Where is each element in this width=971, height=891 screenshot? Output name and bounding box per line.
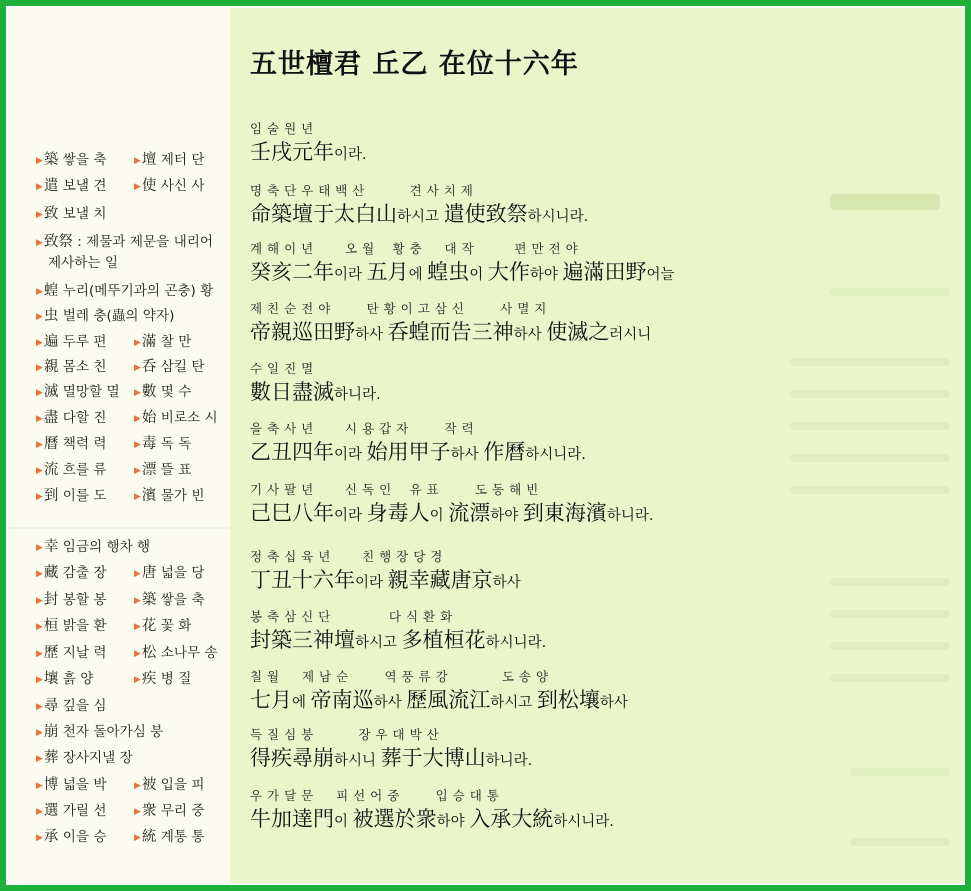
bullet-triangle-icon: ▶	[36, 569, 43, 579]
glossary-meaning: 봉할 봉	[58, 592, 107, 608]
hanja-phrase: 到東海濱	[522, 501, 607, 525]
classical-sentence	[250, 258, 675, 289]
glossary-item	[134, 435, 191, 454]
bullet-triangle-icon: ▶	[36, 781, 43, 791]
hangul-particle: 이라	[334, 447, 367, 463]
glossary-item	[48, 254, 118, 272]
glossary-hanja: 數	[141, 384, 157, 400]
glossary-item	[36, 564, 106, 583]
hangul-particle: 하시고	[490, 695, 537, 711]
hangul-reading: 봉 축 삼 신 단 다 식 환 화	[250, 609, 453, 624]
hangul-particle: 하야	[436, 814, 470, 830]
glossary-item	[134, 487, 204, 506]
text-entry	[250, 182, 588, 231]
glossary-item	[36, 828, 106, 847]
bullet-triangle-icon: ▶	[134, 807, 141, 817]
hangul-particle: 하시니라.	[527, 209, 589, 225]
bullet-triangle-icon: ▶	[134, 675, 141, 685]
glossary-hanja: 滅	[43, 384, 59, 400]
bullet-triangle-icon: ▶	[134, 414, 141, 424]
classical-sentence	[250, 499, 654, 530]
glossary-hanja: 桓	[43, 618, 59, 634]
hangul-particle: 하사	[599, 695, 628, 711]
bullet-triangle-icon: ▶	[36, 622, 43, 632]
hanja-phrase: 流漂	[448, 501, 491, 525]
hanja-phrase: 使滅之	[546, 320, 610, 344]
bullet-triangle-icon: ▶	[134, 338, 141, 348]
hangul-reading: 기 사 팔 년 신 독 인 유 표 도 동 해 빈	[250, 482, 539, 497]
hangul-particle: 하사	[513, 327, 547, 343]
classical-sentence	[250, 626, 546, 657]
glossary-meaning: 장사지낼 장	[58, 750, 133, 766]
glossary-hanja: 到	[43, 488, 59, 504]
main-text-panel	[230, 8, 963, 883]
glossary-hanja: 唐	[141, 565, 157, 581]
bullet-triangle-icon: ▶	[134, 622, 141, 632]
glossary-item	[36, 307, 174, 326]
classical-sentence	[250, 138, 367, 169]
hanja-phrase: 到松壤	[536, 688, 600, 712]
hangul-particle: 에	[292, 695, 311, 711]
glossary-divider	[8, 527, 230, 529]
glossary-hanja: 致祭	[43, 234, 73, 250]
glossary-meaning: 멸망할 멸	[58, 384, 120, 400]
glossary-meaning: 가릴 선	[58, 803, 107, 819]
hanja-phrase: 壬戌元年	[250, 140, 334, 164]
hanja-phrase: 帝南巡	[310, 688, 374, 712]
bullet-triangle-icon: ▶	[36, 807, 43, 817]
glossary-meaning: 사신 사	[156, 178, 205, 194]
glossary-hanja: 遍	[43, 334, 59, 350]
glossary-meaning: 흐를 류	[58, 462, 107, 478]
glossary-hanja: 流	[43, 462, 59, 478]
hangul-particle: 에	[408, 267, 428, 283]
glossary-hanja: 壤	[43, 671, 59, 687]
glossary-meaning: 몸소 친	[58, 359, 107, 375]
hangul-particle: 하사	[355, 327, 388, 343]
bullet-triangle-icon: ▶	[36, 440, 43, 450]
bullet-triangle-icon: ▶	[36, 210, 43, 220]
glossary-hanja: 築	[141, 592, 157, 608]
glossary-item	[134, 564, 204, 583]
bullet-triangle-icon: ▶	[36, 156, 43, 166]
hanja-phrase: 丁丑十六年	[250, 568, 355, 592]
bullet-triangle-icon: ▶	[36, 728, 43, 738]
page-title: 五世檀君 丘乙 在位十六年	[250, 49, 579, 80]
bullet-triangle-icon: ▶	[36, 287, 43, 297]
hangul-reading: 정 축 십 육 년 친 행 장 당 경	[250, 549, 443, 564]
hanja-phrase: 呑蝗而告三神	[387, 320, 514, 344]
bullet-triangle-icon: ▶	[36, 238, 43, 248]
classical-sentence	[250, 744, 532, 775]
glossary-hanja: 統	[141, 829, 157, 845]
hangul-reading: 을 축 사 년 시 용 갑 자 작 력	[250, 421, 475, 436]
hangul-particle: 이	[429, 508, 449, 524]
hanja-phrase: 帝親巡田野	[250, 320, 355, 344]
glossary-meaning: 물가 빈	[156, 488, 205, 504]
glossary-hanja: 毒	[141, 436, 157, 452]
text-entry	[250, 608, 546, 657]
text-entry	[250, 481, 654, 530]
glossary-meaning: 쌓을 축	[156, 592, 205, 608]
glossary-item	[36, 617, 106, 636]
hanja-phrase: 歷風流江	[406, 688, 491, 712]
hangul-particle: 하시니라.	[525, 447, 586, 463]
glossary-meaning: 누리(메뚜기과의 곤충) 황	[58, 283, 214, 299]
classical-sentence	[250, 805, 614, 836]
text-entry	[250, 548, 521, 597]
glossary-meaning: 독 독	[156, 436, 192, 452]
glossary-meaning: 감출 장	[58, 565, 107, 581]
bullet-triangle-icon: ▶	[134, 569, 141, 579]
hangul-particle: 하사	[373, 695, 407, 711]
glossary-item	[36, 697, 106, 716]
glossary-meaning: 보낼 치	[58, 206, 107, 222]
hangul-reading: 우 가 달 문 피 선 어 중 입 승 대 통	[250, 788, 500, 803]
hangul-particle: 하시니라.	[553, 814, 614, 830]
glossary-hanja: 承	[43, 829, 59, 845]
glossary-hanja: 尋	[43, 698, 59, 714]
glossary-hanja: 致	[43, 206, 59, 222]
glossary-item	[36, 333, 106, 352]
hanja-phrase: 蝗虫	[427, 260, 470, 284]
hanja-phrase: 牛加達門	[250, 807, 334, 831]
hanja-phrase: 乙丑四年	[250, 440, 334, 464]
bullet-triangle-icon: ▶	[36, 649, 43, 659]
glossary-hanja: 漂	[141, 462, 157, 478]
classical-sentence	[250, 438, 586, 469]
classical-sentence	[250, 686, 628, 717]
glossary-item	[36, 383, 120, 402]
bullet-triangle-icon: ▶	[36, 754, 43, 764]
hangul-particle: 이라	[355, 575, 388, 591]
glossary-meaning: 삼킬 탄	[156, 359, 205, 375]
glossary-hanja: 使	[141, 178, 157, 194]
hangul-particle: 어늘	[646, 267, 675, 283]
hanja-phrase: 入承大統	[469, 807, 554, 831]
glossary-meaning: 임금의 행차 행	[58, 539, 151, 555]
hanja-phrase: 親幸藏唐京	[387, 568, 493, 592]
glossary-meaning: 천자 돌아가심 붕	[58, 724, 164, 740]
glossary-meaning: 밝을 환	[58, 618, 107, 634]
hanja-phrase: 被選於衆	[352, 807, 437, 831]
hangul-reading: 칠 월 제 남 순 역 풍 류 강 도 송 양	[250, 669, 549, 684]
glossary-hanja: 崩	[43, 724, 59, 740]
glossary-meaning: 다할 진	[58, 410, 107, 426]
glossary-hanja: 被	[141, 777, 157, 793]
glossary-meaning: 벌레 충(蟲의 약자)	[58, 308, 175, 324]
glossary-item	[134, 617, 191, 636]
glossary-meaning: 입을 피	[156, 777, 205, 793]
bullet-triangle-icon: ▶	[36, 414, 43, 424]
text-entry	[250, 120, 367, 169]
glossary-meaning: 몇 수	[156, 384, 192, 400]
glossary-meaning: 두루 편	[58, 334, 107, 350]
glossary-item	[36, 776, 106, 795]
glossary-hanja: 疾	[141, 671, 157, 687]
hanja-phrase: 五月	[366, 260, 409, 284]
hanja-phrase: 葬于大博山	[380, 746, 486, 770]
glossary-item	[36, 644, 106, 663]
glossary-item	[36, 670, 93, 689]
glossary-hanja: 呑	[141, 359, 157, 375]
glossary-item	[36, 177, 106, 196]
glossary-meaning: 이을 승	[58, 829, 107, 845]
glossary-meaning: 이를 도	[58, 488, 107, 504]
hanja-phrase: 大作	[487, 260, 530, 284]
glossary-item	[36, 282, 213, 301]
glossary-meaning: 찰 만	[156, 334, 192, 350]
bullet-triangle-icon: ▶	[36, 466, 43, 476]
glossary-hanja: 遣	[43, 178, 59, 194]
text-entry	[250, 360, 381, 409]
glossary-meaning: 비로소 시	[156, 410, 218, 426]
glossary-hanja: 花	[141, 618, 157, 634]
glossary-item	[134, 828, 204, 847]
bullet-triangle-icon: ▶	[36, 596, 43, 606]
hangul-particle: 하시니	[334, 753, 381, 769]
hanja-phrase: 封築三神壇	[250, 628, 355, 652]
hanja-phrase: 多植桓花	[401, 628, 486, 652]
bullet-triangle-icon: ▶	[36, 702, 43, 712]
glossary-hanja: 博	[43, 777, 59, 793]
hangul-particle: 하야	[490, 508, 523, 524]
glossary-item	[36, 538, 150, 557]
classical-sentence	[250, 200, 588, 231]
glossary-hanja: 盡	[43, 410, 59, 426]
hangul-particle: 하시고	[397, 209, 444, 225]
bullet-triangle-icon: ▶	[134, 492, 141, 502]
hangul-reading: 제 친 순 전 야 탄 황 이 고 삼 신 사 멸 지	[250, 301, 547, 316]
glossary-item	[36, 409, 106, 428]
glossary-hanja: 選	[43, 803, 59, 819]
bullet-triangle-icon: ▶	[36, 543, 43, 553]
hangul-particle: 이라	[334, 267, 367, 283]
glossary-item	[36, 151, 106, 170]
hangul-reading: 임 술 원 년	[250, 121, 314, 136]
glossary-meaning: 무리 중	[156, 803, 205, 819]
bullet-triangle-icon: ▶	[134, 596, 141, 606]
bullet-triangle-icon: ▶	[36, 388, 43, 398]
glossary-item	[134, 670, 191, 689]
bullet-triangle-icon: ▶	[36, 675, 43, 685]
glossary-hanja: 親	[43, 359, 59, 375]
bullet-triangle-icon: ▶	[134, 649, 141, 659]
bullet-triangle-icon: ▶	[134, 156, 141, 166]
glossary-hanja: 封	[43, 592, 59, 608]
glossary-meaning: : 제물과 제문을 내리어	[72, 234, 213, 250]
bullet-triangle-icon: ▶	[134, 440, 141, 450]
glossary-meaning: 제터 단	[156, 152, 205, 168]
hangul-particle: 하시니라.	[485, 635, 547, 651]
glossary-item	[134, 409, 218, 428]
glossary-item	[36, 205, 106, 224]
glossary-meaning: 계통 통	[156, 829, 205, 845]
hangul-particle: 하사	[450, 447, 484, 463]
glossary-meaning: 깊을 심	[58, 698, 107, 714]
hangul-particle: 이	[469, 267, 488, 283]
bullet-triangle-icon: ▶	[36, 363, 43, 373]
hanja-phrase: 得疾尋崩	[250, 746, 334, 770]
hangul-reading: 명 축 단 우 태 백 산 견 사 치 제	[250, 183, 474, 198]
glossary-hanja: 滿	[141, 334, 157, 350]
glossary-meaning: 제사하는 일	[48, 255, 118, 271]
hanja-phrase: 七月	[250, 688, 292, 712]
glossary-hanja: 衆	[141, 803, 157, 819]
glossary-hanja: 濱	[141, 488, 157, 504]
glossary-meaning: 넓을 당	[156, 565, 205, 581]
glossary-hanja: 藏	[43, 565, 59, 581]
glossary-meaning: 소나무 송	[156, 645, 218, 661]
glossary-meaning: 꽃 화	[156, 618, 192, 634]
glossary-item	[134, 151, 204, 170]
text-entry	[250, 787, 614, 836]
classical-sentence	[250, 318, 651, 349]
text-entry	[250, 726, 532, 775]
hangul-particle: 러시니	[609, 327, 652, 343]
hangul-reading: 계 해 이 년 오 월 황 충 대 작 편 만 전 야	[250, 241, 579, 256]
bullet-triangle-icon: ▶	[134, 182, 141, 192]
glossary-item	[36, 233, 213, 252]
bullet-triangle-icon: ▶	[36, 182, 43, 192]
hangul-particle: 이라.	[334, 147, 367, 163]
glossary-item	[134, 177, 204, 196]
bullet-triangle-icon: ▶	[134, 466, 141, 476]
hangul-particle: 하사	[492, 575, 521, 591]
bullet-triangle-icon: ▶	[134, 833, 141, 843]
bullet-triangle-icon: ▶	[134, 781, 141, 791]
text-entry	[250, 668, 628, 717]
glossary-item	[36, 749, 133, 768]
glossary-item	[36, 358, 106, 377]
hangul-reading: 수 일 진 멸	[250, 361, 314, 376]
hangul-particle: 하니라.	[485, 753, 533, 769]
glossary-item	[36, 802, 106, 821]
glossary-meaning: 넓을 박	[58, 777, 107, 793]
glossary-hanja: 蝗	[43, 283, 59, 299]
glossary-item	[134, 802, 204, 821]
glossary-hanja: 曆	[43, 436, 59, 452]
bullet-triangle-icon: ▶	[36, 312, 43, 322]
bullet-triangle-icon: ▶	[36, 492, 43, 502]
glossary-hanja: 築	[43, 152, 59, 168]
glossary-meaning: 보낼 견	[58, 178, 107, 194]
bullet-triangle-icon: ▶	[134, 388, 141, 398]
glossary-item	[134, 461, 191, 480]
hanja-phrase: 作曆	[483, 440, 526, 464]
hanja-phrase: 遍滿田野	[562, 260, 647, 284]
hangul-particle: 하야	[529, 267, 563, 283]
glossary-hanja: 歷	[43, 645, 59, 661]
glossary-meaning: 쌓을 축	[58, 152, 107, 168]
glossary-item	[134, 383, 191, 402]
glossary-meaning: 흙 양	[58, 671, 94, 687]
hanja-phrase: 命築壇于太白山	[250, 202, 397, 226]
hangul-particle: 하니라.	[334, 387, 381, 403]
glossary-hanja: 葬	[43, 750, 59, 766]
glossary-hanja: 壇	[141, 152, 157, 168]
classical-sentence	[250, 566, 521, 597]
glossary-item	[134, 333, 191, 352]
hangul-particle: 하니라.	[606, 508, 654, 524]
glossary-item	[134, 776, 204, 795]
bullet-triangle-icon: ▶	[36, 338, 43, 348]
glossary-item	[134, 358, 204, 377]
glossary-item	[36, 487, 106, 506]
glossary-hanja: 虫	[43, 308, 59, 324]
glossary-hanja: 松	[141, 645, 157, 661]
glossary-item	[36, 723, 163, 742]
glossary-hanja: 幸	[43, 539, 59, 555]
hanja-phrase: 身毒人	[366, 501, 430, 525]
text-entry	[250, 420, 586, 469]
glossary-item	[36, 591, 106, 610]
glossary-item	[36, 461, 106, 480]
text-entry	[250, 300, 651, 349]
bullet-triangle-icon: ▶	[134, 363, 141, 373]
glossary-item	[134, 644, 218, 663]
glossary-meaning: 병 질	[156, 671, 192, 687]
hanja-phrase: 己巳八年	[250, 501, 334, 525]
hanja-phrase: 始用甲子	[366, 440, 451, 464]
glossary-hanja: 始	[141, 410, 157, 426]
bullet-triangle-icon: ▶	[36, 833, 43, 843]
hanja-phrase: 遣使致祭	[443, 202, 528, 226]
glossary-item	[134, 591, 204, 610]
hangul-reading: 득 질 심 붕 장 우 대 박 산	[250, 727, 440, 742]
glossary-item	[36, 435, 106, 454]
hangul-particle: 이	[334, 814, 353, 830]
text-entry	[250, 240, 675, 289]
glossary-meaning: 지날 력	[58, 645, 107, 661]
hangul-particle: 하시고	[355, 635, 402, 651]
hangul-particle: 이라	[334, 508, 367, 524]
classical-sentence	[250, 378, 381, 409]
hanja-phrase: 癸亥二年	[250, 260, 334, 284]
hanja-phrase: 數日盡滅	[250, 380, 334, 404]
glossary-meaning: 뜰 표	[156, 462, 192, 478]
glossary-meaning: 책력 력	[58, 436, 107, 452]
